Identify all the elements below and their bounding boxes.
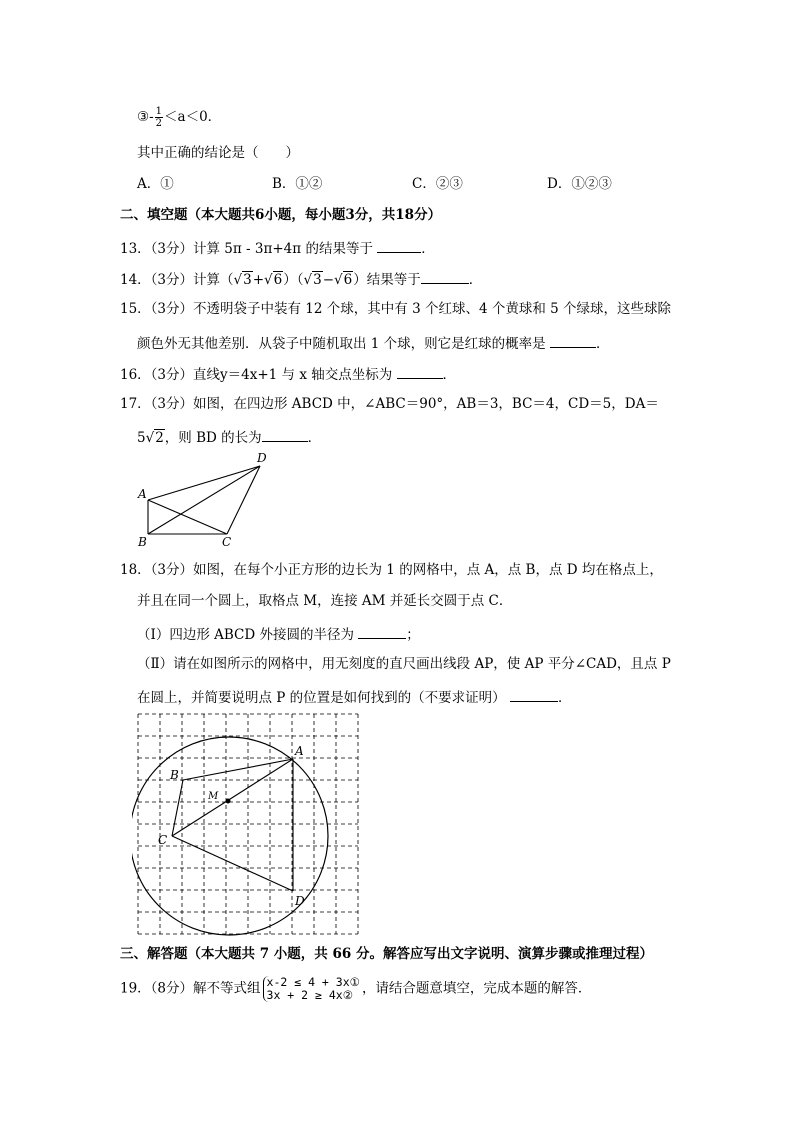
label-a: A — [138, 487, 147, 501]
label-c: C — [158, 833, 168, 847]
q12-choice-b: B．①② — [272, 176, 323, 192]
question-17-line2: 5√2，则 BD 的长为 ． — [137, 427, 321, 446]
question-16: 16．（3分）直线y＝4x+1 与 x 轴交点坐标为 ． — [120, 364, 456, 383]
answer-blank[interactable] — [550, 333, 596, 348]
fraction: $\frac{1}{2}$ — [155, 106, 163, 129]
answer-blank[interactable] — [377, 238, 421, 253]
segment-bc — [172, 780, 183, 836]
label-m: M — [208, 791, 219, 802]
question-18-part1: （Ⅰ）四边形 ABCD 外接圆的半径为 ； — [137, 624, 420, 643]
question-18-line1: 18．（3分）如图，在每个小正方形的边长为 1 的网格中，点 A，点 B，点 D 均在格点上， — [120, 562, 663, 578]
q12-item3: ③- $\frac{1}{2}$ ＜a＜0． — [137, 106, 222, 129]
point-m — [226, 799, 231, 804]
label-b: B — [138, 535, 147, 549]
answer-blank[interactable] — [421, 269, 469, 284]
dashed-grid — [138, 714, 358, 934]
diagonal-ac — [148, 500, 227, 534]
answer-blank[interactable] — [262, 427, 308, 442]
label-a: A — [295, 744, 304, 758]
label-b: B — [170, 768, 179, 782]
section-title-fill-blank: 二、填空题（本大题共6小题，每小题3分，共18分） — [120, 207, 442, 223]
question-18-part2-line2: 在圆上，并简要说明点 P 的位置是如何找到的（不要求证明） ． — [137, 687, 571, 706]
question-18-line2: 并且在同一个圆上，取格点 M，连接 AM 并延长交圆于点 C． — [137, 593, 513, 609]
figure-18-grid-circle — [132, 708, 364, 940]
question-15-line1: 15．（3分）不透明袋子中装有 12 个球，其中有 3 个红球、4 个黄球和 5 个绿球，这些球除 — [120, 301, 672, 317]
label-c: C — [222, 535, 232, 549]
label-d: D — [295, 894, 305, 908]
question-19: 19．（8分）解不等式组 x-2 ≤ 4 + 3x① 3x + 2 ≥ 4x② ，请结合题意填空，完成本题的解答． — [120, 975, 592, 1002]
q12-prompt: 其中正确的结论是（ ） — [137, 145, 299, 161]
answer-blank[interactable] — [397, 364, 443, 379]
question-17-line1: 17．（3分）如图，在四边形 ABCD 中，∠ABC＝90°，AB＝3，BC＝4，CD＝5，DA＝ — [120, 396, 659, 412]
answer-blank[interactable] — [358, 624, 406, 639]
answer-blank[interactable] — [510, 687, 558, 702]
q12-choice-d: D．①②③ — [547, 176, 612, 192]
question-14: 14．（3分）计算（√3+√6）（√3−√6）结果等于 ． — [120, 269, 482, 288]
q12-choice-a: A．① — [137, 176, 174, 192]
question-18-part2-line1: （Ⅱ）请在如图所示的网格中，用无刻度的直尺画出线段 AP，使 AP 平分∠CAD，且点 P — [137, 656, 671, 672]
section-title-solve: 三、解答题（本大题共 7 小题，共 66 分。解答应写出文字说明、演算步骤或推理过程） — [120, 946, 653, 962]
question-15-line2: 颜色外无其他差别．从袋子中随机取出 1 个球，则它是红球的概率是 ． — [137, 333, 609, 352]
inequality-system: x-2 ≤ 4 + 3x① 3x + 2 ≥ 4x② — [263, 976, 360, 1002]
q12-choice-c: C．②③ — [412, 176, 463, 192]
label-d: D — [257, 451, 267, 465]
segment-da — [148, 466, 260, 500]
segment-cd — [172, 836, 293, 891]
figure-17-quadrilateral — [130, 448, 280, 552]
question-13: 13．（3分）计算 5π - 3π+4π 的结果等于 ． — [120, 238, 435, 257]
